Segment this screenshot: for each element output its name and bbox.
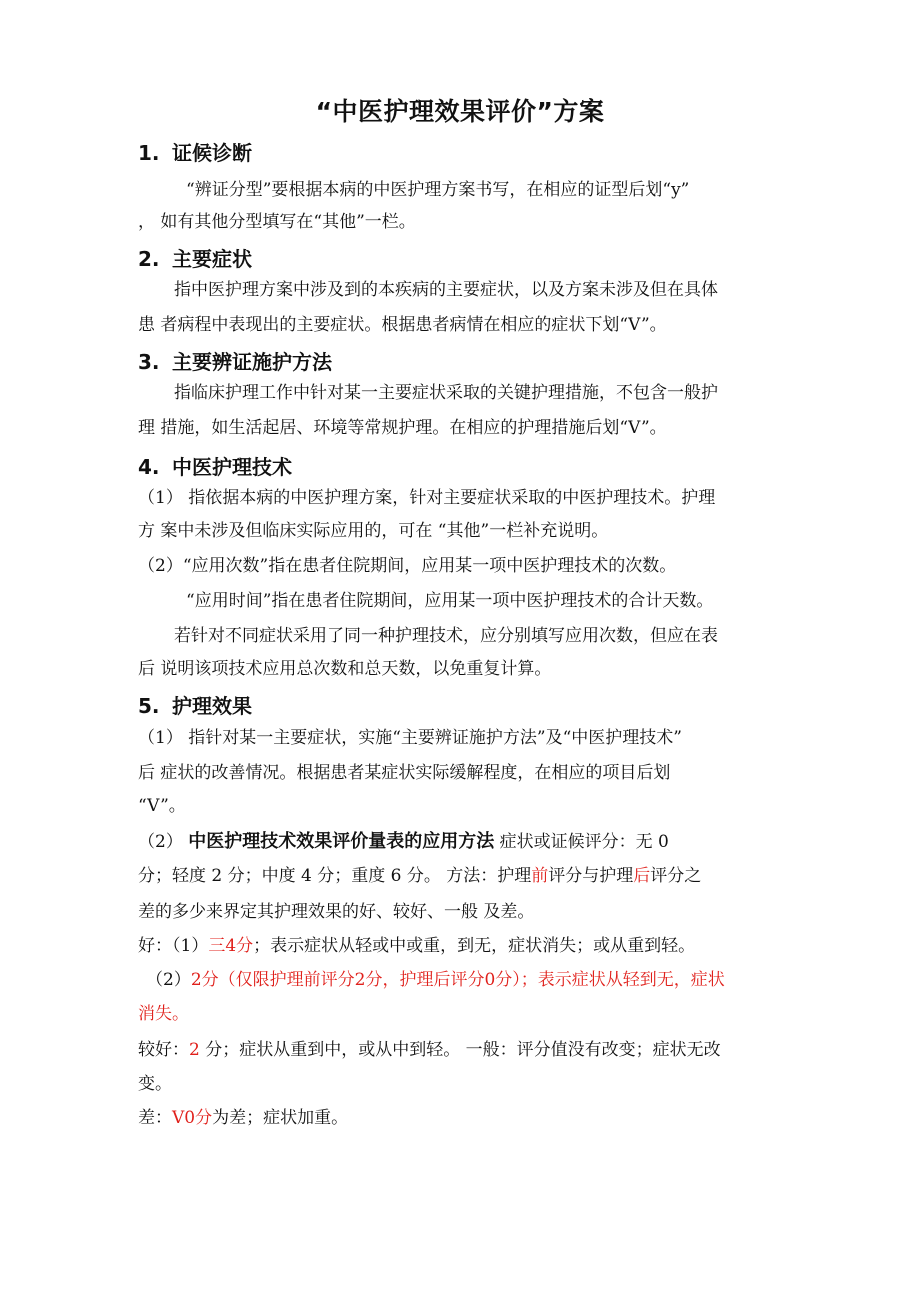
grade-good-label: 好：（1） [138, 936, 209, 956]
section-1-number: 1. [138, 141, 160, 165]
section-1-line-2: ， 如有其他分型填写在“其他”一栏。 [138, 212, 416, 232]
section-1-heading [138, 137, 252, 166]
section-2-heading [138, 243, 252, 272]
grade-good-desc: ；表示症状从轻或中或重，到无，症状消失；或从重到轻。 [253, 936, 696, 956]
section-4-line-3: （2）“应用次数”指在患者住院期间，应用某一项中医护理技术的次数。 [138, 556, 677, 576]
grade-better-desc: 分；症状从重到中，或从中到轻。 一般：评分值没有改变；症状无改 [199, 1040, 721, 1060]
section-3-number: 3. [138, 350, 160, 374]
section-3-line-2: 理 措施，如生活起居、环境等常规护理。在相应的护理措施后划“V”。 [138, 418, 667, 438]
method-after-red: 后 [633, 866, 651, 886]
grade-better-cont: 变。 [138, 1074, 172, 1094]
section-4-line-4: “应用时间”指在患者住院期间，应用某一项中医护理技术的合计天数。 [186, 591, 714, 611]
grade-good-line [138, 934, 695, 958]
method-line-3: 差的多少来界定其护理效果的好、较好、一般 及差。 [138, 902, 535, 922]
section-4-title: 中医护理技术 [172, 455, 292, 479]
page-title: “中医护理效果评价”方案 [315, 97, 605, 126]
section-5-title: 护理效果 [172, 694, 252, 718]
section-1-line-1: “辨证分型”要根据本病的中医护理方案书写，在相应的证型后划“y” [186, 180, 690, 200]
section-4-line-6: 后 说明该项技术应用总次数和总天数，以免重复计算。 [138, 659, 552, 679]
method-line-2-a: 分；轻度 2 分；中度 4 分；重度 6 分。 方法：护理 [138, 866, 532, 886]
section-4-heading [138, 451, 292, 480]
method-line-2-b: 评分与护理 [548, 866, 634, 886]
section-2-line-2: 患 者病程中表现出的主要症状。根据患者病情在相应的症状下划“V”。 [138, 315, 667, 335]
section-5-heading [138, 690, 252, 719]
grade-good2-line [146, 968, 725, 992]
section-3-title: 主要辨证施护方法 [172, 350, 332, 374]
grade-good2-label: （2） [146, 970, 191, 990]
section-4-line-1: （1） 指依据本病的中医护理方案，针对主要症状采取的中医护理技术。护理 [138, 488, 716, 508]
section-3-line-1: 指临床护理工作中针对某一主要症状采取的关键护理措施，不包含一般护 [174, 383, 718, 403]
method-line-1 [138, 830, 669, 854]
method-prefix: （2） [138, 832, 189, 852]
grade-better-label: 较好： [138, 1040, 189, 1060]
method-line-2-c: 评分之 [650, 866, 702, 886]
section-5-line-2: 后 症状的改善情况。根据患者某症状实际缓解程度，在相应的项目后划 [138, 763, 671, 783]
method-before-red: 前 [531, 866, 549, 886]
section-5-number: 5. [138, 694, 160, 718]
method-tail: 症状或证候评分：无 0 [494, 832, 669, 852]
grade-better-red: 2 [189, 1040, 200, 1060]
section-5-line-1: （1） 指针对某一主要症状，实施“主要辨证施护方法”及“中医护理技术” [138, 728, 682, 748]
section-2-title: 主要症状 [172, 247, 252, 271]
grade-poor-red: V0分 [172, 1108, 213, 1128]
section-5-line-3: “V”。 [138, 796, 186, 816]
method-bold-title: 中医护理技术效果评价量表的应用方法 [188, 831, 495, 852]
grade-good-red: 三4分 [208, 936, 254, 956]
grade-poor-label: 差： [138, 1108, 172, 1128]
grade-good2-red: 2分（仅限护理前评分2分，护理后评分0分）；表示症状从轻到无，症状 [190, 970, 725, 990]
section-3-heading [138, 346, 332, 375]
grade-poor-desc: 为差；症状加重。 [212, 1108, 349, 1128]
grade-good2-cont: 消失。 [138, 1004, 189, 1024]
section-1-title: 证候诊断 [172, 141, 252, 165]
grade-better-line [138, 1038, 721, 1062]
section-2-number: 2. [138, 247, 160, 271]
grade-poor-line [138, 1106, 348, 1130]
method-line-2 [138, 864, 701, 888]
section-4-number: 4. [138, 455, 160, 479]
section-2-line-1: 指中医护理方案中涉及到的本疾病的主要症状，以及方案未涉及但在具体 [174, 280, 718, 300]
section-4-line-5: 若针对不同症状采用了同一种护理技术，应分别填写应用次数，但应在表 [174, 626, 718, 646]
section-4-line-2: 方 案中未涉及但临床实际应用的，可在 “其他”一栏补充说明。 [138, 521, 609, 541]
